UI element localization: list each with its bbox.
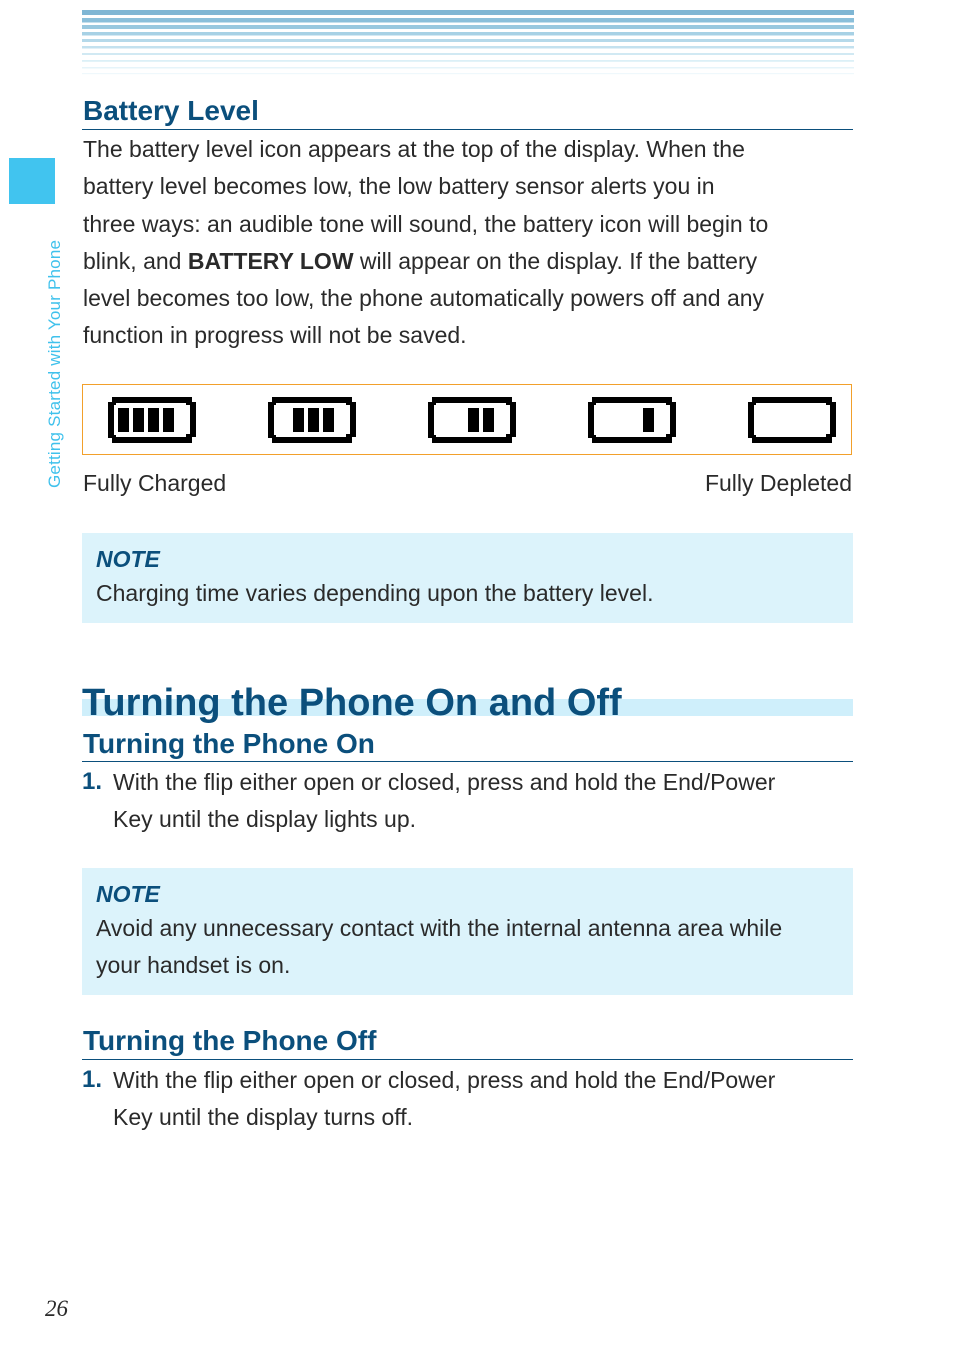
battery-3-bars-icon: [268, 397, 356, 443]
paragraph-line: three ways: an audible tone will sound, the battery icon will begin to: [83, 210, 769, 237]
page-number: 26: [45, 1296, 68, 1321]
heading-rule: [82, 761, 853, 762]
chapter-tab: [9, 158, 55, 204]
paragraph-text: will appear on the display. If the battery: [353, 247, 758, 274]
paragraph-line: The battery level icon appears at the top of the display. When the: [83, 136, 745, 162]
battery-empty-icon: [748, 397, 836, 443]
note-text: Charging time varies depending upon the battery level.: [96, 580, 654, 606]
heading-rule: [82, 1059, 853, 1060]
note-line: your handset is on.: [96, 952, 291, 979]
note-title: NOTE: [96, 546, 160, 572]
fully-charged-label: Fully Charged: [83, 470, 227, 496]
paragraph-line: function in progress will not be saved.: [83, 322, 467, 349]
battery-levels-box: [82, 384, 852, 455]
heading-rule: [82, 129, 853, 130]
fully-depleted-label: Fully Depleted: [704, 470, 852, 496]
battery-icons-row: [83, 385, 850, 453]
battery-1-bar-icon: [588, 397, 676, 443]
note-line: Avoid any unnecessary contact with the internal antenna area while: [96, 915, 783, 941]
battery-paragraph: [83, 131, 855, 355]
chapter-label: Getting Started with Your Phone: [45, 239, 64, 488]
note-box: [82, 868, 853, 995]
section-title: Turning the Phone On and Off: [82, 682, 622, 724]
battery-level-heading: Battery Level: [83, 95, 259, 126]
step-text: [113, 764, 853, 839]
step-line: With the flip either open or closed, press and hold the End/Power: [113, 769, 776, 795]
step-line: Key until the display lights up.: [113, 806, 417, 833]
battery-2-bars-icon: [428, 397, 516, 443]
turning-on-heading: Turning the Phone On: [83, 728, 375, 759]
note-title: NOTE: [96, 881, 160, 907]
battery-low-term: BATTERY LOW: [187, 247, 354, 274]
step-line: With the flip either open or closed, press and hold the End/Power: [113, 1067, 776, 1093]
battery-4-bars-icon: [108, 397, 196, 443]
step-line: Key until the display turns off.: [113, 1104, 414, 1131]
turning-off-heading: Turning the Phone Off: [83, 1025, 377, 1056]
step-text: [113, 1062, 853, 1137]
step-number: 1.: [82, 768, 103, 795]
paragraph-text: blink, and: [83, 247, 188, 274]
note-text: [96, 910, 839, 985]
note-box: [82, 533, 853, 623]
paragraph-line: [83, 243, 855, 280]
header-stripes: [82, 10, 854, 78]
paragraph-line: level becomes too low, the phone automatically powers off and any: [83, 285, 765, 312]
step-number: 1.: [82, 1066, 103, 1093]
paragraph-line: battery level becomes low, the low battery sensor alerts you in: [83, 173, 715, 200]
